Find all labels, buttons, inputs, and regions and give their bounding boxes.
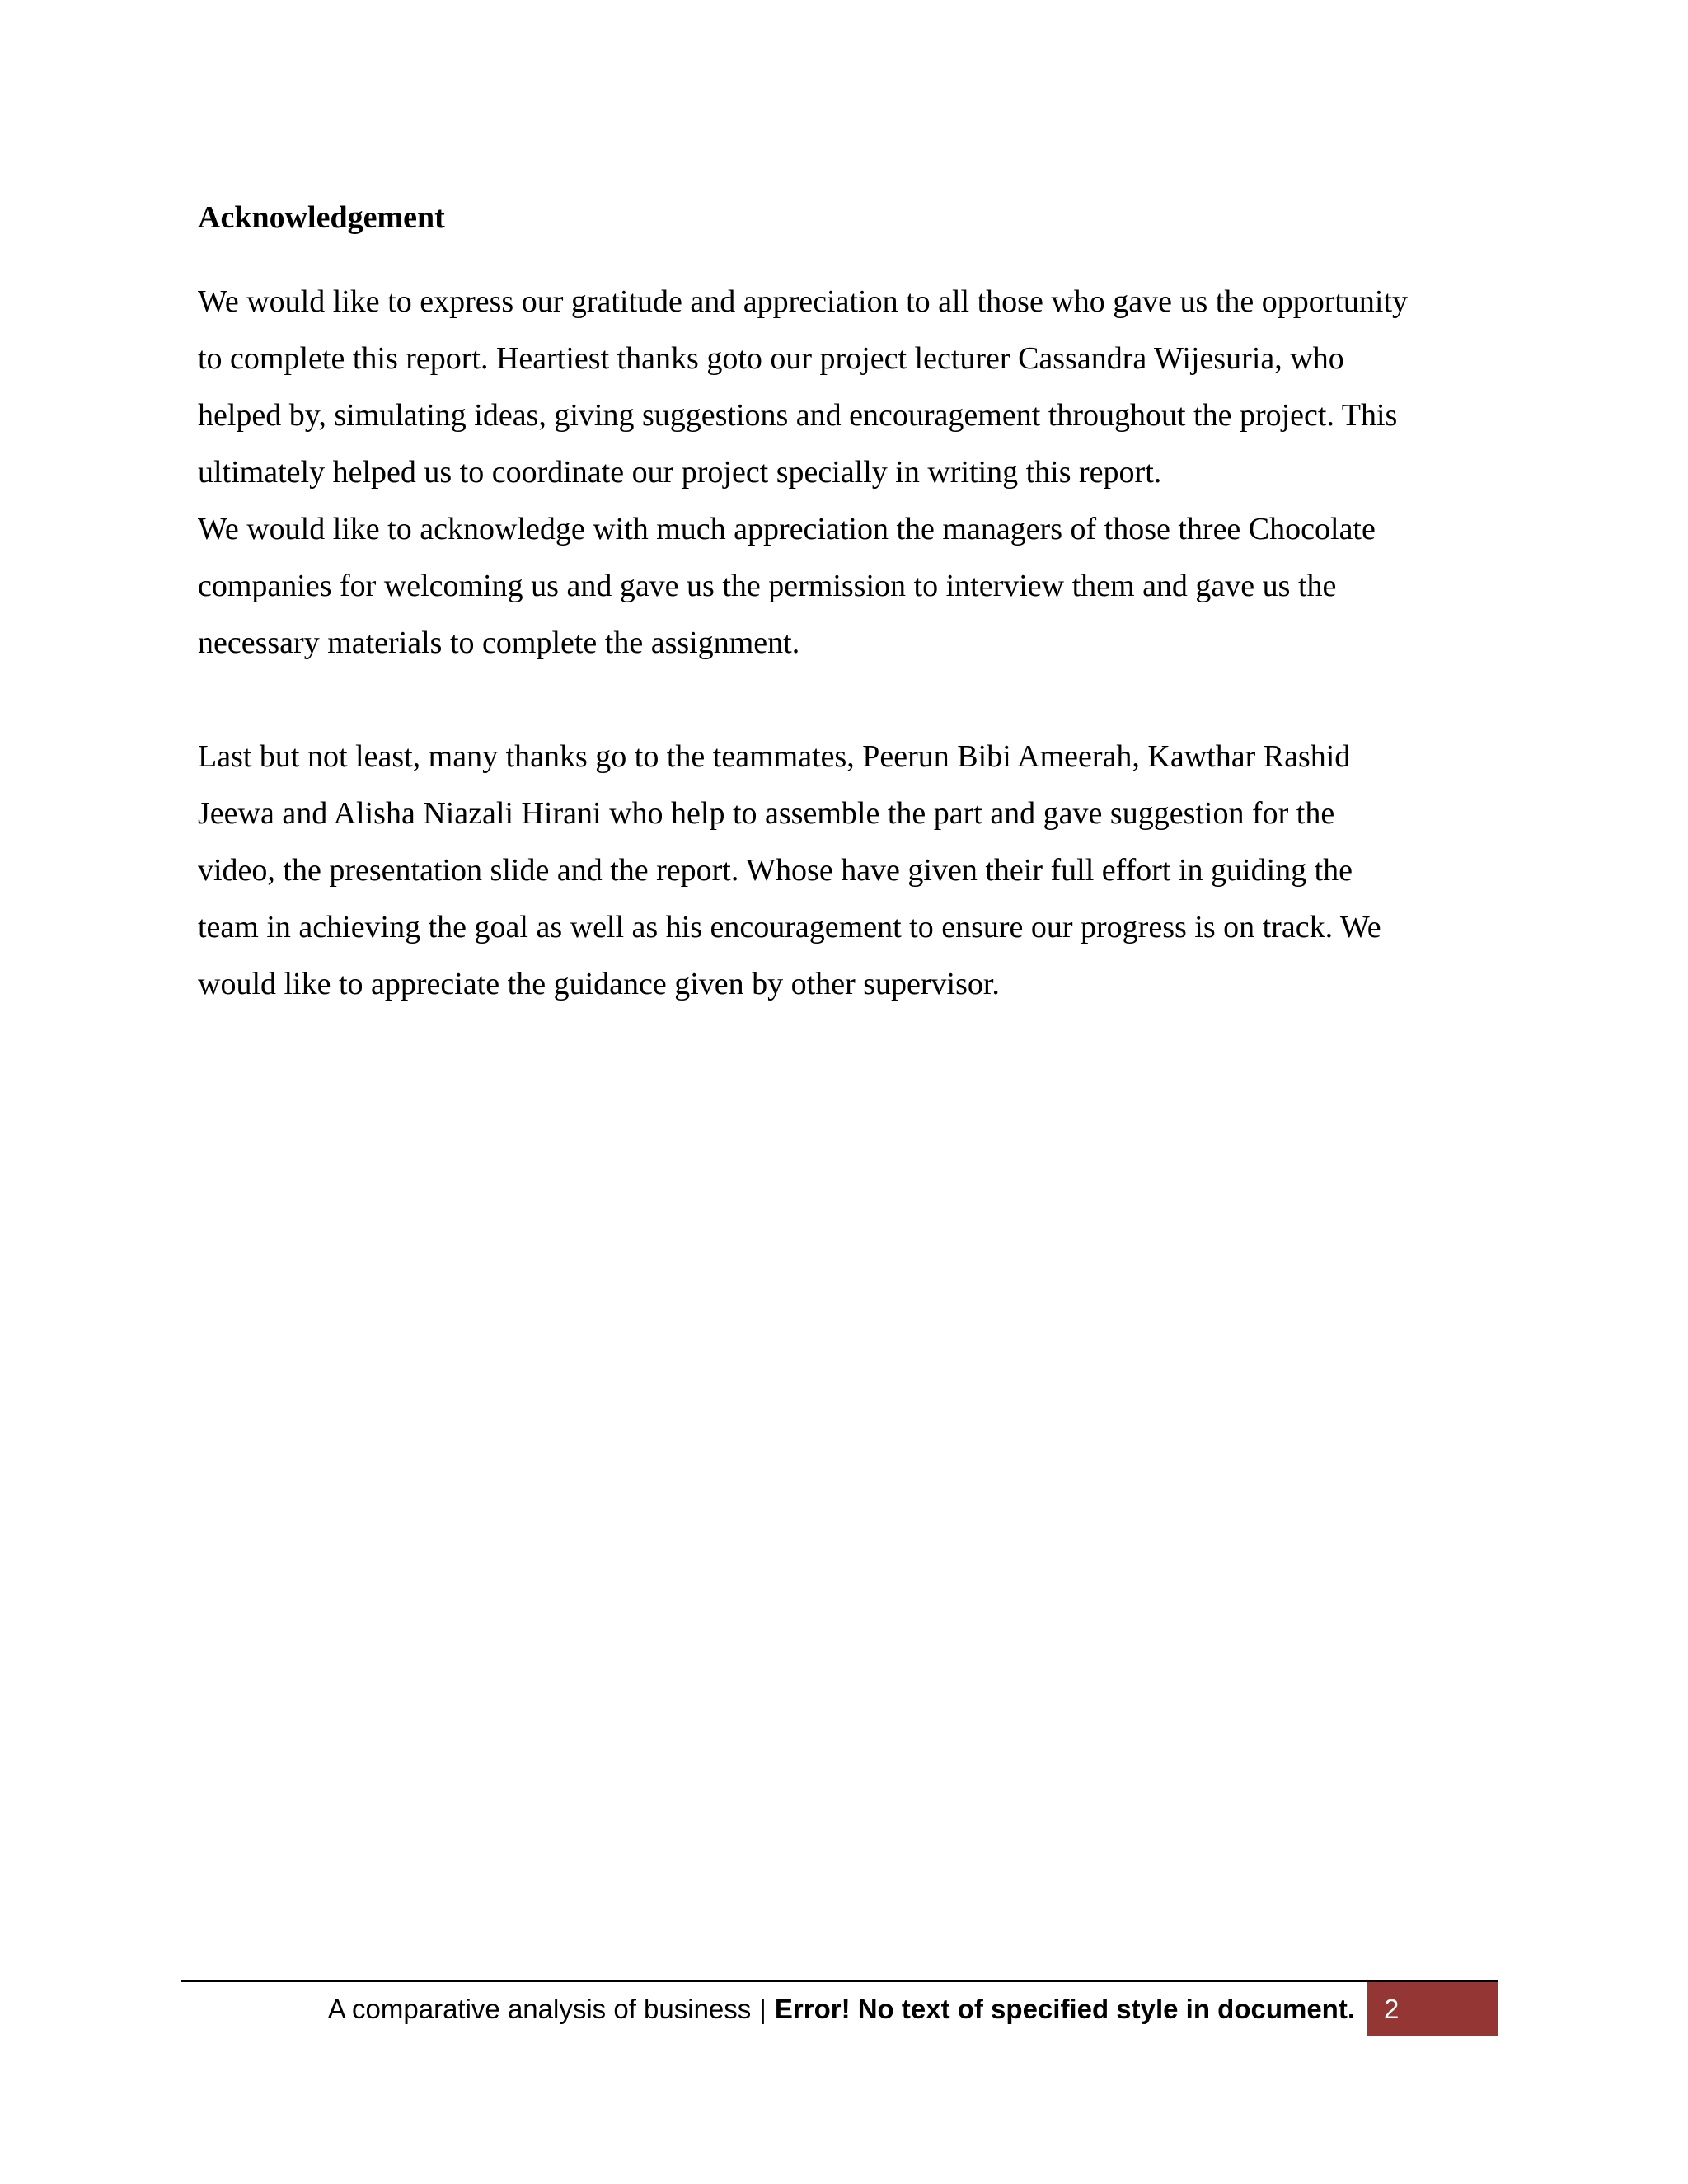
section-heading: Acknowledgement [198,200,445,235]
footer-text [328,1982,1355,2036]
paragraph-line: video, the presentation slide and the report. Whose have given their full effort in guiding the [198,853,1353,888]
paragraph-1 [198,274,1500,672]
page-content [198,194,1500,1013]
paragraph-line: We would like to acknowledge with much appreciation the managers of those three Chocolate [198,512,1376,546]
paragraph-line: We would like to express our gratitude and appreciation to all those who gave us the opportunity [198,284,1409,319]
page-footer [181,1982,1498,2036]
page-number-badge [1367,1982,1498,2036]
paragraph-line: would like to appreciate the guidance given by other supervisor. [198,967,1000,1001]
paragraph-line: Jeewa and Alisha Niazali Hirani who help to assemble the part and gave suggestion for the [198,796,1335,831]
paragraph-line: team in achieving the goal as well as his encouragement to ensure our progress is on track. We [198,910,1381,944]
paragraph-spacer [198,672,1500,729]
paragraph-line: ultimately helped us to coordinate our project specially in writing this report. [198,455,1162,490]
footer-title: A comparative analysis of business [327,1994,752,2024]
page-number: 2 [1384,1994,1400,2024]
footer-error-text: Error! No text of specified style in document. [774,1994,1355,2024]
paragraph-line: companies for welcoming us and gave us the permission to interview them and gave us the [198,569,1337,603]
paragraph-line: Last but not least, many thanks go to the teammates, Peerun Bibi Ameerah, Kawthar Rashid [198,739,1351,774]
footer-separator: | [759,1994,767,2024]
paragraph-line: to complete this report. Heartiest thanks goto our project lecturer Cassandra Wijesuria, who [198,341,1344,376]
paragraph-2 [198,729,1500,1013]
paragraph-line: necessary materials to complete the assignment. [198,626,800,660]
paragraph-line: helped by, simulating ideas, giving suggestions and encouragement throughout the project. This [198,398,1398,433]
